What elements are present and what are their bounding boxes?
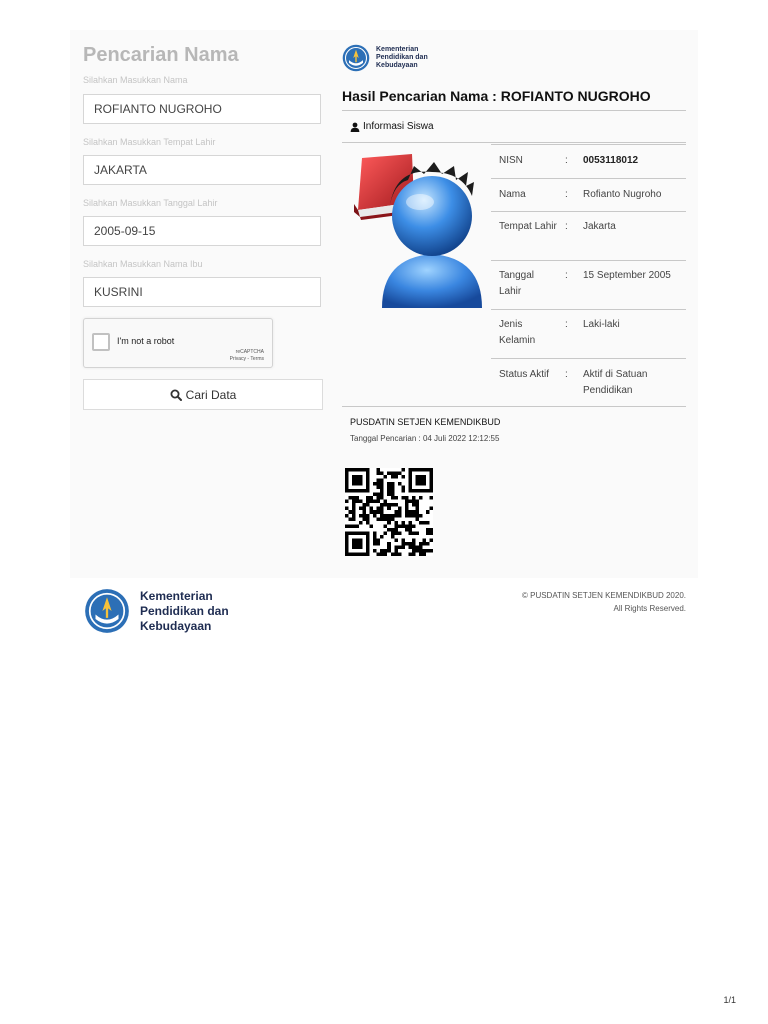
ministry-line1: Kementerian [376,46,419,53]
info-key: NISN [499,155,523,166]
info-row-birthplace [491,211,686,260]
search-button-label: Cari Data [185,387,237,402]
name-input[interactable]: ROFIANTO NUGROHO [83,94,321,124]
ministry-logo-small [342,44,428,72]
student-info-header [350,121,434,132]
copyright-line2: All Rights Reserved. [613,604,686,613]
student-info-title: Informasi Siswa [363,121,434,132]
page-title: Pencarian Nama [83,44,239,66]
birthdate-input[interactable]: 2005-09-15 [83,216,321,246]
recaptcha-brand [230,349,264,363]
info-value: 15 September 2005 [583,270,671,281]
recaptcha-checkbox[interactable] [92,333,110,351]
info-value: Laki-laki [583,319,620,330]
user-icon [350,122,360,132]
copyright-line1: © PUSDATIN SETJEN KEMENDIKBUD 2020. [521,591,686,600]
info-separator: : [565,319,568,330]
info-row-name [491,178,686,211]
birthdate-label: Silahkan Masukkan Tanggal Lahir [83,198,218,208]
ministry-line2: Pendidikan dan [140,603,229,618]
title-divider [342,110,686,111]
issuer-name: PUSDATIN SETJEN KEMENDIKBUD [350,417,501,427]
info-separator: : [565,155,568,166]
birthplace-label: Silahkan Masukkan Tempat Lahir [83,137,216,147]
page-number: 1/1 [723,995,736,1005]
info-key: Tanggal Lahir [499,270,535,297]
qr-code-icon [345,468,433,556]
tut-wuri-emblem-icon [342,44,370,72]
recaptcha-widget [83,318,273,368]
ministry-name-small [376,46,428,70]
table-bottom-divider [342,406,686,407]
section-divider [342,142,686,143]
info-value: Jakarta [583,221,616,232]
info-key: Jenis Kelamin [499,319,536,346]
mother-name-label: Silahkan Masukkan Nama Ibu [83,259,203,269]
tut-wuri-emblem-footer-icon [84,588,130,634]
search-timestamp: Tanggal Pencarian : 04 Juli 2022 12:12:55 [350,434,500,443]
info-separator: : [565,221,568,232]
info-value: Rofianto Nugroho [583,189,662,200]
result-title: Hasil Pencarian Nama : ROFIANTO NUGROHO [342,88,651,104]
recaptcha-links[interactable]: Privacy - Terms [229,356,264,362]
ministry-line2: Pendidikan dan [376,54,428,61]
birthplace-input[interactable]: JAKARTA [83,155,321,185]
info-separator: : [565,189,568,200]
student-avatar [350,150,485,315]
info-separator: : [565,369,568,380]
name-label: Silahkan Masukkan Nama [83,75,188,85]
info-key: Status Aktif [499,369,550,380]
search-icon [170,389,182,401]
ministry-line3: Kebudayaan [376,62,418,69]
info-separator: : [565,270,568,281]
info-value: 0053118012 [583,155,639,166]
ministry-name-footer [140,589,229,634]
ministry-logo-footer [84,588,229,634]
ministry-line1: Kementerian [140,588,213,603]
copyright [522,589,686,615]
info-key: Tempat Lahir [499,221,557,232]
mother-name-input[interactable]: KUSRINI [83,277,321,307]
info-row-nisn [491,144,686,178]
ministry-line3: Kebudayaan [140,618,212,633]
info-value: Aktif di Satuan Pendidikan [583,369,648,396]
info-row-birthdate [491,260,686,309]
info-row-gender [491,309,686,358]
student-info-table [491,144,686,408]
recaptcha-label: I'm not a robot [117,336,175,346]
recaptcha-brand-name: reCAPTCHA [235,349,264,355]
info-row-active-status [491,358,686,408]
search-button[interactable] [83,379,323,410]
info-key: Nama [499,189,526,200]
